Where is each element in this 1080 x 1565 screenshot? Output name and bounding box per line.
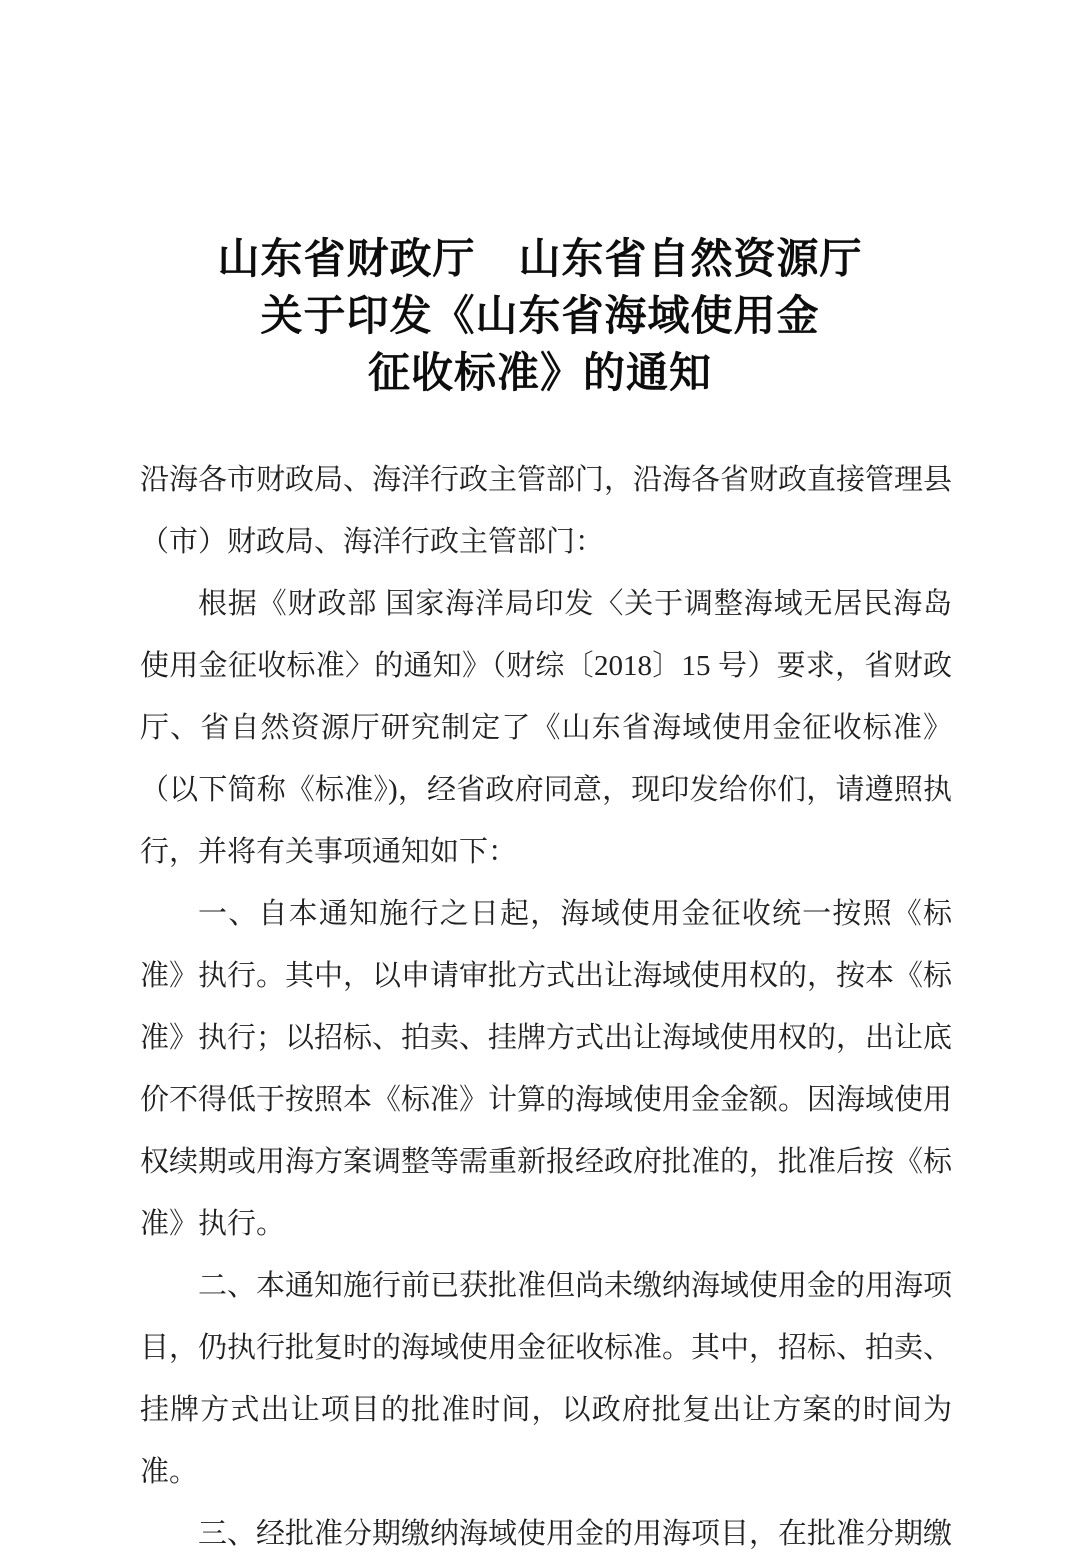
item-2-paragraph: 二、本通知施行前已获批准但尚未缴纳海域使用金的用海项目，仍执行批复时的海域使用金征收标准。其中，招标、拍卖、挂牌方式出让项目的批准时间，以政府批复出让方案的时间为准。: [140, 1270, 953, 1488]
intro-paragraph: 根据《财政部 国家海洋局印发〈关于调整海域无居民海岛使用金征收标准〉的通知》（财综〔2018〕15 号）要求，省财政厅、省自然资源厅研究制定了《山东省海域使用金征收标准》（以下简称《标准》)，经省政府同意，现印发给你们，请遵照执行，并将有关事项通知如下：: [140, 588, 952, 868]
document-title-line-1: 山东省财政厅 山东省自然资源厅: [217, 237, 863, 283]
document-title: [0, 0, 1080, 403]
salutation-paragraph: 沿海各市财政局、海洋行政主管部门，沿海各省财政直接管理县（市）财政局、海洋行政主管部门：: [140, 464, 953, 558]
document-title-line-3: 征收标准》的通知: [367, 351, 712, 397]
document-title-line-2: 关于印发《山东省海域使用金: [260, 294, 820, 340]
item-3-paragraph: 三、经批准分期缴纳海域使用金的用海项目，在批准分期缴: [198, 1518, 953, 1550]
item-1-paragraph: 一、自本通知施行之日起，海域使用金征收统一按照《标准》执行。其中，以申请审批方式出让海域使用权的，按本《标准》执行；以招标、拍卖、挂牌方式出让海域使用权的，出让底价不得低于按照本《标准》计算的海域使用金金额。因海域使用权续期或用海方案调整等需重新报经政府批准的，批准后按《标准》执行。: [140, 898, 953, 1240]
document-body: [140, 449, 952, 1565]
